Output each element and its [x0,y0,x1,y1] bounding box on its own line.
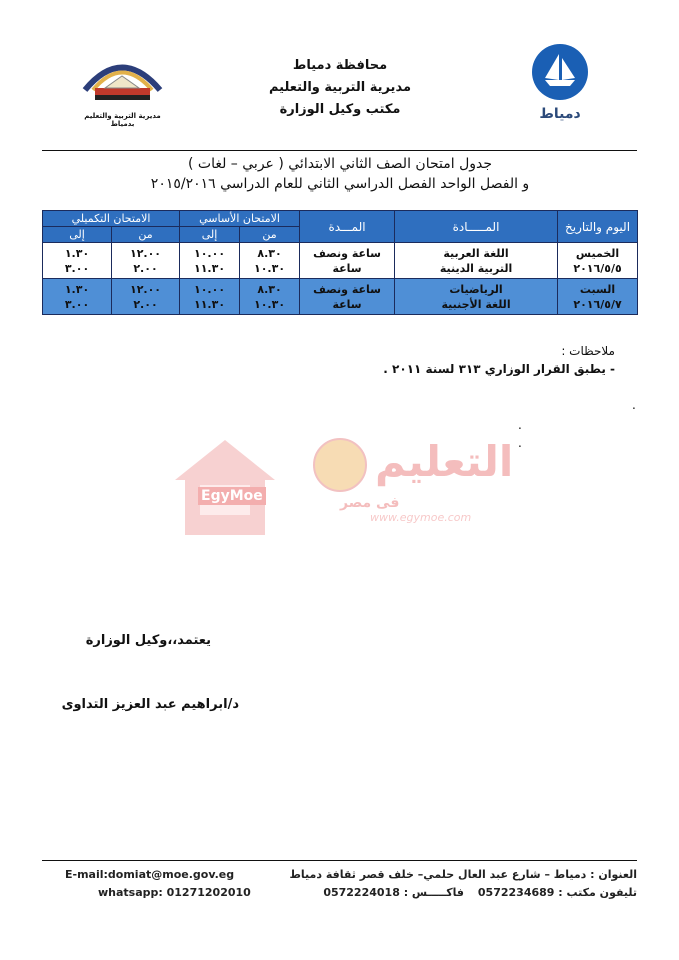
notes-item: - يطبق القرار الوزاري ٣١٣ لسنة ٢٠١١ . [383,362,615,376]
day-date-cell [558,243,638,279]
watermark-main-text: التعليم [375,437,514,486]
signatory-name: د/ابراهيم عبد العزيز التداوى [61,697,239,712]
time-value: ١١.٣٠ [194,261,226,275]
watermark [170,425,520,550]
subject-cell [395,279,558,315]
time-value: ١٠.٣٠ [254,261,286,275]
header-supp-from: من [112,227,180,243]
subject-label: اللغة العربية [443,246,509,260]
header-office: مكتب وكيل الوزارة [279,102,401,117]
damietta-logo-text: دمياط [539,106,581,122]
schedule-title: جدول امتحان الصف الثاني الابتدائي ( عربي – لغات ) [187,156,492,172]
day-label: السبت [579,282,616,296]
time-value: ١٠.٣٠ [254,297,286,311]
subject-label: التربية الدينية [439,261,513,275]
duration-label: ساعة [332,297,362,311]
watermark-sub-text: فى مصر [340,495,400,511]
header-governorate: محافظة دمياط [292,58,388,73]
time-value: ٣.٠٠ [64,261,90,275]
header-supplementary-exam: الامتحان التكميلي [43,211,180,227]
time-value: ٣.٠٠ [64,297,90,311]
footer-phone: تليفون مكتب : 0572234689 [477,886,637,899]
time-value: ١٠.٠٠ [194,246,226,260]
notes-dot: . [518,436,522,450]
basic-from-cell [240,243,300,279]
watermark-globe-icon [310,425,370,495]
time-value: ١٢.٠٠ [129,282,162,296]
header-subject: المـــــادة [395,211,558,243]
supp-to-cell [43,243,112,279]
notes-dot: . [632,398,636,412]
header-divider [42,150,637,151]
ministry-logo [75,40,170,128]
day-label: الخميس [575,246,620,260]
footer-address: العنوان : دمياط – شارع عبد العال حلمي– خلف قصر ثقافة دمياط [289,868,637,881]
header-basic-from: من [240,227,300,243]
time-value: ١.٣٠ [64,282,90,296]
schedule-subtitle: و الفصل الواحد الفصل الدراسي الثاني للعام الدراسي ٢٠١٥/٢٠١٦ [150,176,530,192]
header-supp-to: إلى [43,227,112,243]
footer-whatsapp[interactable]: whatsapp: 01271202010 [98,886,251,899]
footer-email[interactable]: E-mail:domiat@moe.gov.eg [65,868,235,881]
time-value: ٨.٣٠ [257,246,282,260]
duration-cell [300,243,395,279]
supp-from-cell [112,279,180,315]
header-duration: المـــدة [300,211,395,243]
damietta-logo [515,42,605,122]
time-value: ١٠.٠٠ [194,282,226,296]
basic-to-cell [180,243,240,279]
duration-label: ساعة ونصف [313,246,381,260]
date-label: ٢٠١٦/٥/٧ [573,297,622,311]
ministry-logo-caption: مديرية التربية والتعليم بدمياط [84,112,161,128]
table-row [43,279,638,315]
subject-label: الرياضيات [449,282,503,296]
supp-from-cell [112,243,180,279]
duration-cell [300,279,395,315]
supp-to-cell [43,279,112,315]
table-row [43,243,638,279]
date-label: ٢٠١٦/٥/٥ [573,261,622,275]
time-value: ٢.٠٠ [133,261,158,275]
notes-dot: . [518,418,522,432]
watermark-badge: EgyMoe [198,487,266,505]
footer-divider [42,860,637,861]
header-basic-to: إلى [180,227,240,243]
time-value: ٢.٠٠ [133,297,158,311]
header-basic-exam: الامتحان الأساسي [180,211,300,227]
watermark-url: www.egymoe.com [370,511,472,524]
header-day-date: اليوم والتاريخ [558,211,638,243]
day-date-cell [558,279,638,315]
notes-label: ملاحظات : [561,344,615,358]
exam-schedule-table [42,210,638,315]
duration-label: ساعة ونصف [313,282,381,296]
time-value: ١٢.٠٠ [129,246,162,260]
subject-label: اللغة الأجنبية [441,297,511,311]
header-directorate: مديرية التربية والتعليم [268,80,412,95]
time-value: ٨.٣٠ [257,282,282,296]
approval-line: يعتمد،،وكيل الوزارة [85,633,211,648]
time-value: ١.٣٠ [64,246,90,260]
time-value: ١١.٣٠ [194,297,226,311]
footer-fax: فاكـــــس : 0572224018 [323,886,464,899]
basic-from-cell [240,279,300,315]
subject-cell [395,243,558,279]
basic-to-cell [180,279,240,315]
duration-label: ساعة [332,261,362,275]
